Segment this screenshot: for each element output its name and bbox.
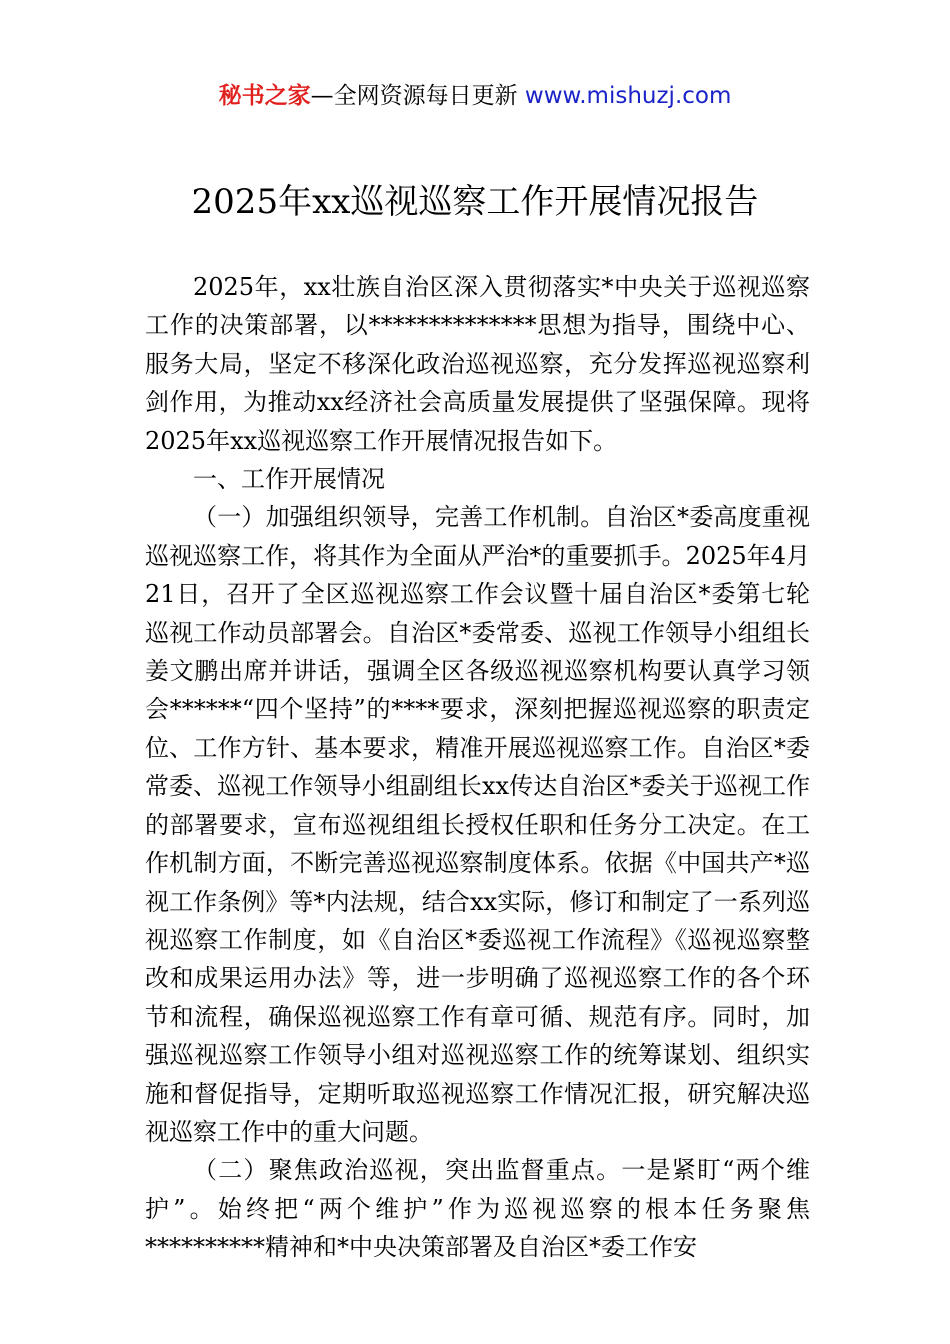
- paragraph-intro: 2025年，xx壮族自治区深入贯彻落实*中央关于巡视巡察工作的决策部署，以**************思想为指导，围绕中心、服务大局，坚定不移深化政治巡视巡察，充分发挥巡视巡察利剑作用，为推动xx经济社会高质量发展提供了坚强保障。现将2025年xx巡视巡察工作开展情况报告如下。: [145, 273, 810, 455]
- site-url-link[interactable]: www.mishuzj.com: [524, 83, 732, 109]
- site-slogan: —全网资源每日更新: [310, 83, 518, 109]
- paragraph-political-inspection: （二）聚焦政治巡视，突出监督重点。一是紧盯“两个维护”。始终把“两个维护”作为巡视巡察的根本任务聚焦**********精神和*中央决策部署及自治区*委工作安: [145, 1156, 810, 1262]
- site-header: [0, 78, 950, 114]
- site-brand: 秘书之家: [218, 83, 311, 109]
- document-title: 2025年xx巡视巡察工作开展情况报告: [191, 182, 759, 222]
- section-heading: 一、工作开展情况: [193, 465, 385, 494]
- paragraph-organization: （一）加强组织领导，完善工作机制。自治区*委高度重视巡视巡察工作，将其作为全面从严治*的重要抓手。2025年4月21日，召开了全区巡视巡察工作会议暨十届自治区*委第七轮巡视工作动员部署会。自治区*委常委、巡视工作领导小组组长姜文鹏出席并讲话，强调全区各级巡视巡察机构要认真学习领会******“四个坚持”的****要求，深刻把握巡视巡察的职责定位、工作方针、基本要求，精准开展巡视巡察工作。自治区*委常委、巡视工作领导小组副组长xx传达自治区*委关于巡视工作的部署要求，宣布巡视组组长授权任职和任务分工决定。在工作机制方面，不断完善巡视巡察制度体系。依据《中国共产*巡视工作条例》等*内法规，结合xx实际，修订和制定了一系列巡视巡察工作制度，如《自治区*委巡视工作流程》《巡视巡察整改和成果运用办法》等，进一步明确了巡视巡察工作的各个环节和流程，确保巡视巡察工作有章可循、规范有序。同时，加强巡视巡察工作领导小组对巡视巡察工作的统筹谋划、组织实施和督促指导，定期听取巡视巡察工作情况汇报，研究解决巡视巡察工作中的重大问题。: [145, 503, 810, 1146]
- document-body: [145, 268, 810, 1267]
